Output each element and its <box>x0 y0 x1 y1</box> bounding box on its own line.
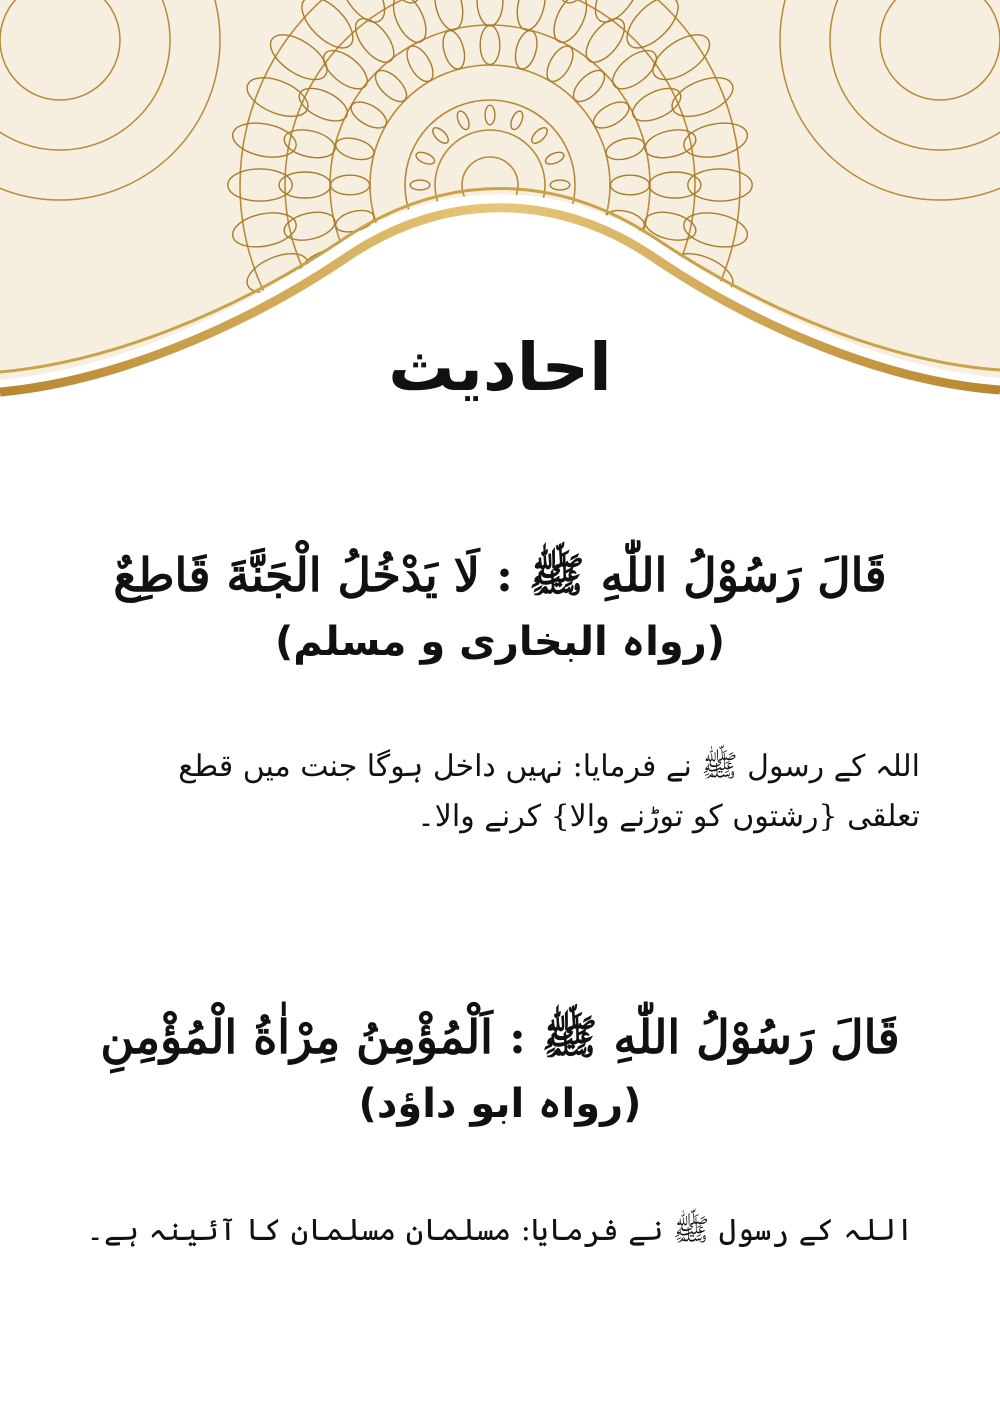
hadith-1-arabic: قَالَ رَسُوْلُ اللّٰهِ ﷺ : لَا يَدْخُلُ الْجَنَّةَ قَاطِعٌ <box>113 548 887 602</box>
hadith-2-translation <box>80 1206 920 1256</box>
page-title: احادیث <box>388 329 612 406</box>
hadith-2-arabic: قَالَ رَسُوْلُ اللّٰهِ ﷺ : اَلْمُؤْمِنُ مِرْاٰةُ الْمُؤْمِنِ <box>100 1010 900 1064</box>
hadith-1-translation <box>80 742 920 842</box>
hadith-2 <box>60 1002 940 1136</box>
hadith-2-translation-line-1: اللہ کے رسول ﷺ نے فرمایا: مسلمان مسلمان کا آئینہ ہے۔ <box>86 1213 914 1248</box>
hadith-1-translation-line-1: اللہ کے رسول ﷺ نے فرمایا: نہیں داخل ہوگا جنت میں قطع <box>178 749 920 784</box>
hadith-1-translation-line-2: تعلقی {رشتوں کو توڑنے والا} کرنے والا۔ <box>417 799 920 834</box>
hadith-2-source: (رواہ ابو داؤد) <box>358 1081 642 1127</box>
hadith-1 <box>60 540 940 674</box>
hadith-1-source: (رواہ البخاری و مسلم) <box>275 619 725 665</box>
